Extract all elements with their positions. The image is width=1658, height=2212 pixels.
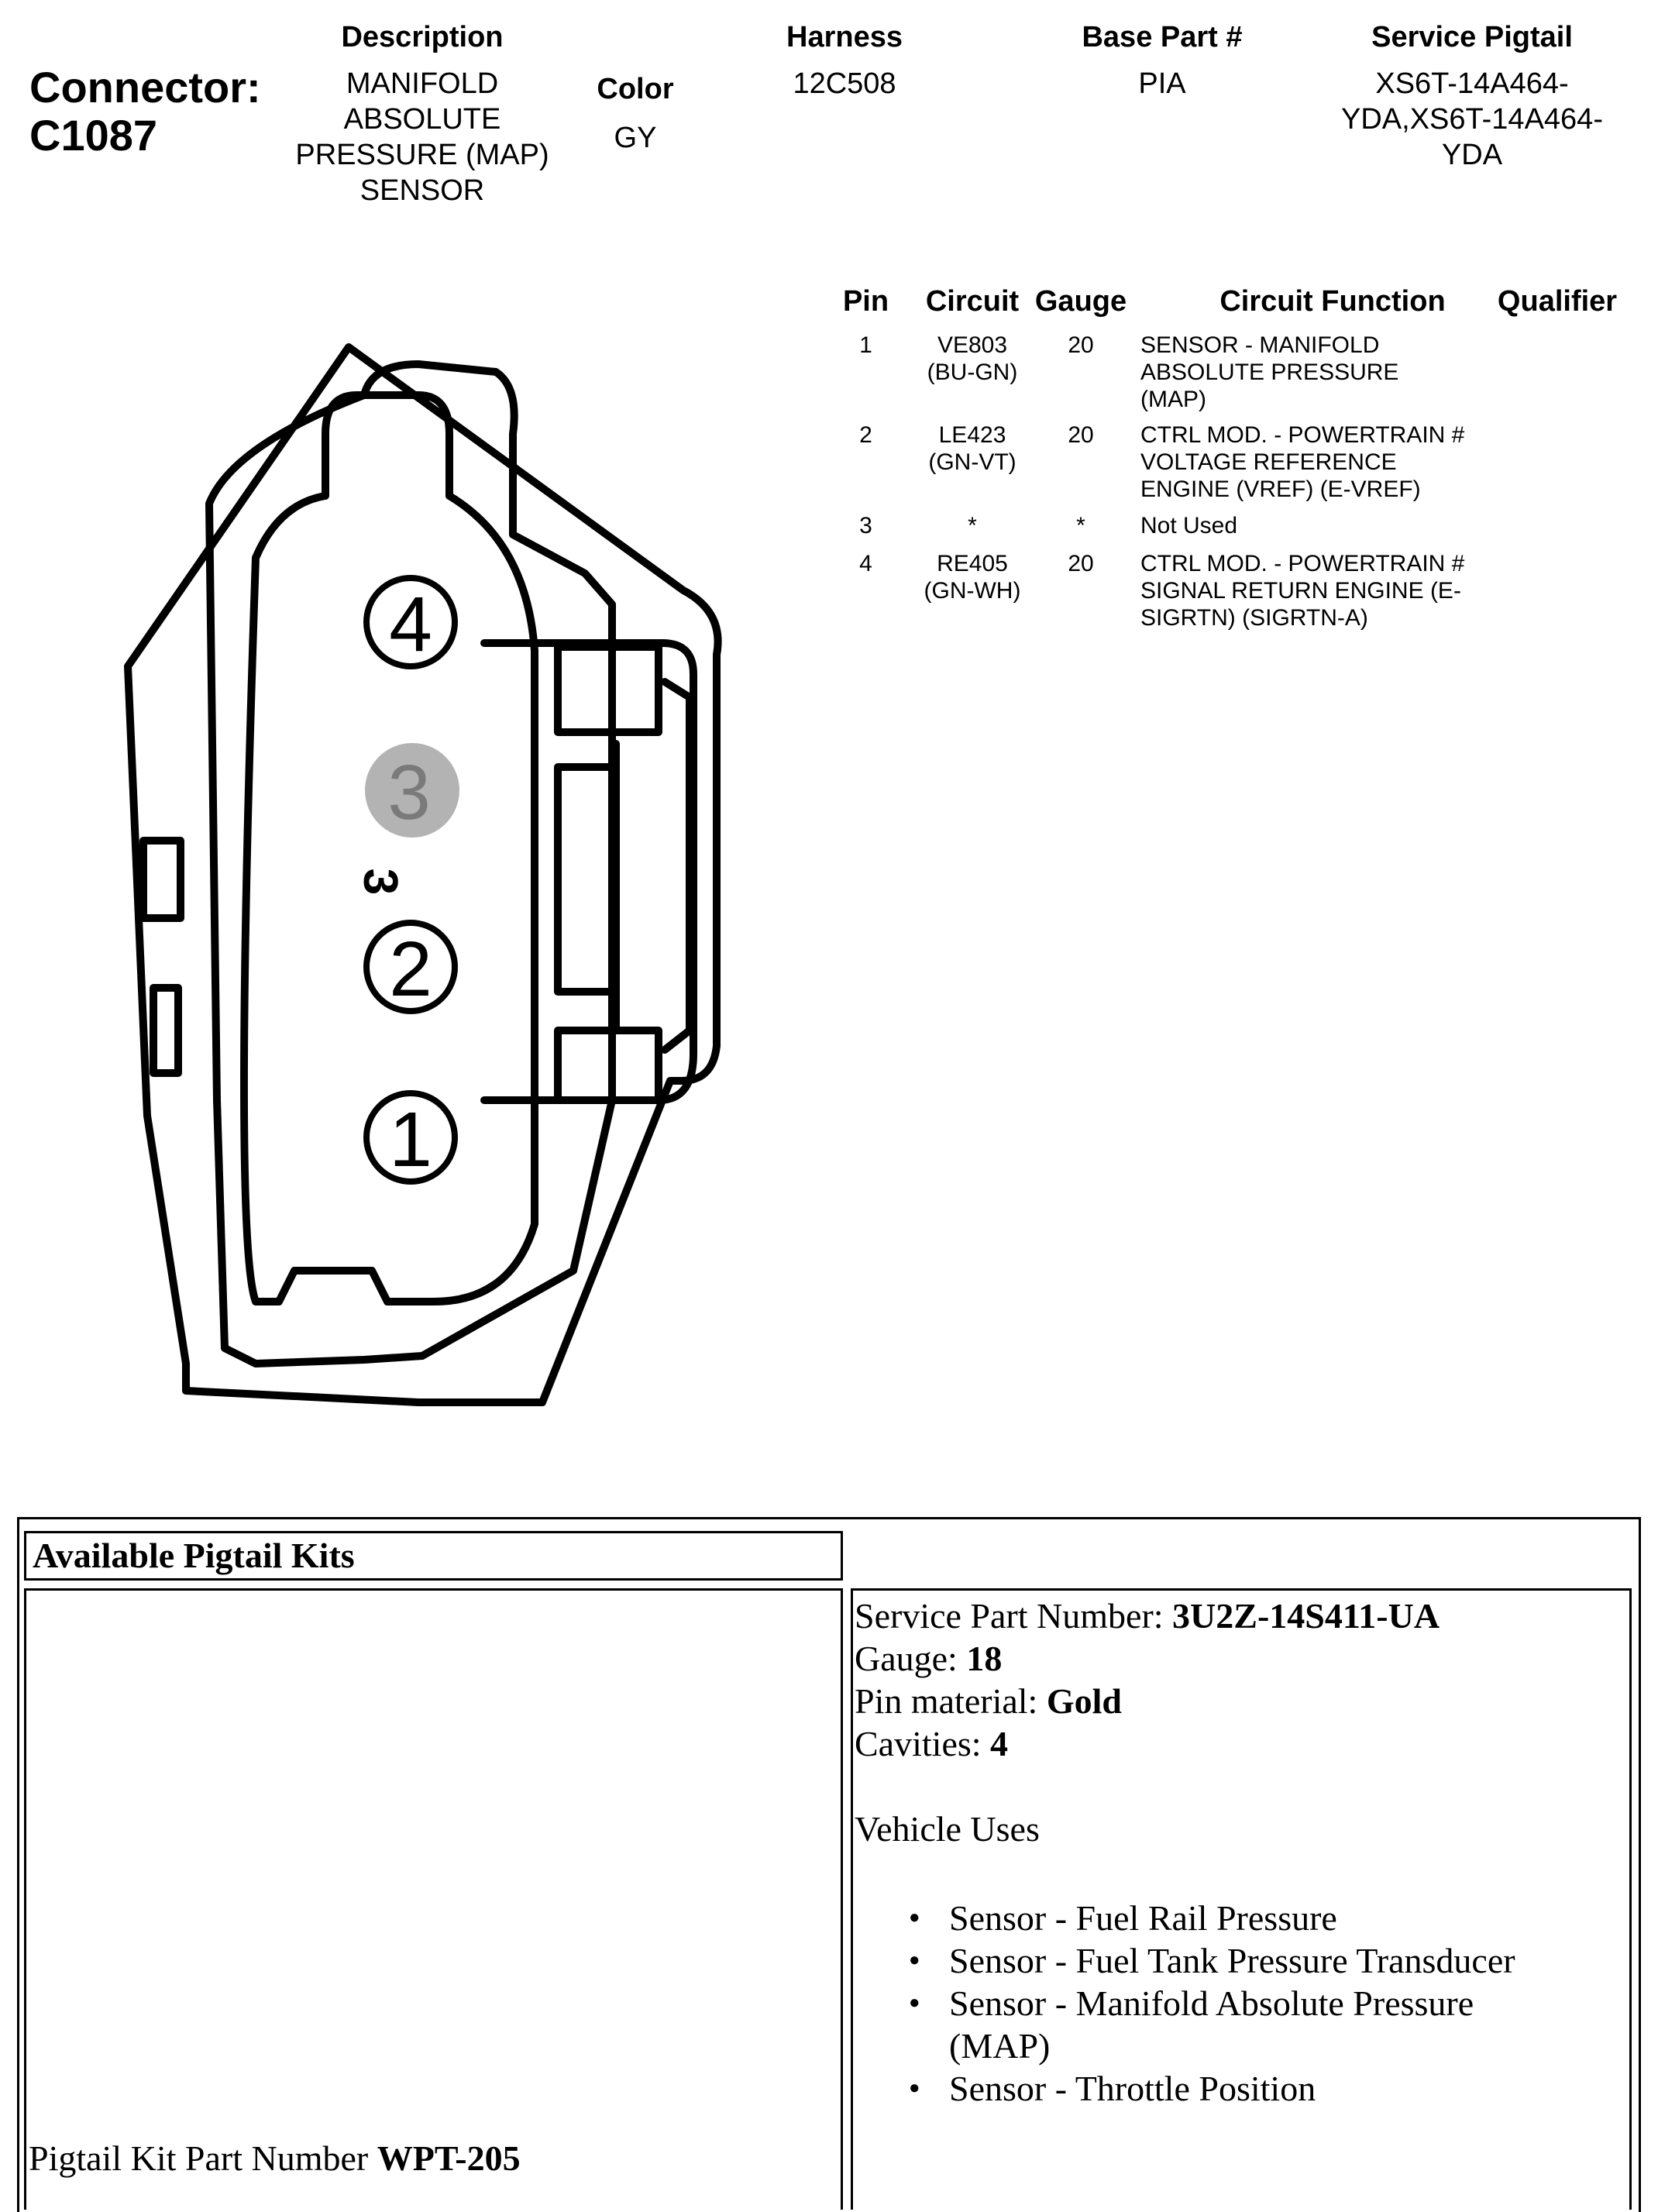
kit-cavities [855, 1722, 1622, 1765]
row-pin: 4 [859, 551, 872, 576]
vehicle-uses-label: Vehicle Uses [855, 1809, 1040, 1849]
base-part-label: Base Part # [1082, 21, 1243, 53]
row-function: CTRL MOD. - POWERTRAIN # SIGNAL RETURN ENGINE (E- SIGRTN) (SIGRTN-A) [1140, 551, 1465, 631]
row-circuit: LE423 (GN-VT) [928, 422, 1016, 475]
row-function: SENSOR - MANIFOLD ABSOLUTE PRESSURE (MAP) [1140, 332, 1399, 412]
pin-3-not-used [365, 743, 459, 838]
pin-2 [366, 923, 455, 1013]
harness-label: Harness [786, 21, 903, 53]
list-item: ● Sensor - Fuel Tank Pressure Transducer [949, 1939, 1622, 1982]
description-value: MANIFOLD ABSOLUTE PRESSURE (MAP) SENSOR [295, 67, 549, 207]
pin-2-label: 2 [389, 926, 432, 1013]
row-circuit: * [968, 513, 977, 538]
function-col-header: Circuit Function [1219, 285, 1446, 318]
row-pin: 2 [859, 422, 872, 448]
pin-col-header: Pin [842, 285, 889, 318]
kit-pin-material-label: Pin material: [855, 1681, 1047, 1721]
list-item: ● Sensor - Manifold Absolute Pressure (MAP) [949, 1982, 1622, 2067]
row-circuit: VE803 (BU-GN) [927, 332, 1018, 385]
row-function: Not Used [1140, 513, 1238, 538]
pin-4 [366, 578, 455, 668]
gauge-col-header: Gauge [1034, 285, 1127, 318]
pin-1-label: 1 [389, 1096, 432, 1183]
service-part-number [855, 1594, 1622, 1637]
harness-value: 12C508 [793, 67, 896, 100]
kit-cavities-label: Cavities: [855, 1724, 991, 1763]
kit-gauge [855, 1637, 1622, 1680]
kit-gauge-label: Gauge: [855, 1639, 967, 1678]
base-part-value: PIA [1138, 67, 1186, 100]
pigtail-kit-left-cell [24, 1588, 843, 2210]
latch-slot-middle [558, 767, 616, 992]
row-circuit: RE405 (GN-WH) [924, 551, 1021, 604]
kit-pin-material-value: Gold [1046, 1681, 1122, 1721]
pigtail-kit-header: Available Pigtail Kits [24, 1531, 843, 1581]
row-pin: 1 [859, 332, 872, 358]
list-item: ● Sensor - Throttle Position [949, 2067, 1622, 2110]
pin-4-label: 4 [389, 581, 432, 668]
list-item: ● Sensor - Fuel Rail Pressure [949, 1897, 1622, 1939]
color-value: GY [614, 122, 657, 154]
qualifier-col-header: Qualifier [1497, 285, 1618, 318]
pigtail-kit-part-number [29, 2137, 521, 2179]
color-label: Color [597, 73, 674, 105]
kit-part-value: WPT-205 [377, 2138, 521, 2178]
pin-3-label: 3 [387, 749, 431, 836]
connector-face-diagram [0, 0, 775, 1472]
housing-inner-wall [209, 364, 612, 1364]
row-gauge: 20 [1068, 422, 1094, 448]
service-part-value: 3U2Z-14S411-UA [1172, 1596, 1440, 1636]
service-pigtail-value: XS6T-14A464- YDA,XS6T-14A464- YDA [1341, 67, 1603, 171]
connector-label: Connector: [29, 63, 261, 112]
side-tab-upper [143, 841, 181, 918]
row-gauge: 20 [1068, 332, 1094, 358]
side-tab-lower [153, 988, 178, 1073]
kit-part-label: Pigtail Kit Part Number [29, 2138, 377, 2178]
row-function: CTRL MOD. - POWERTRAIN # VOLTAGE REFERENCE ENGINE (VREF) (E-VREF) [1140, 422, 1465, 502]
row-gauge: * [1076, 513, 1085, 538]
pigtail-kit-details [855, 1594, 1622, 2110]
kit-gauge-value: 18 [966, 1639, 1003, 1678]
service-pigtail-label: Service Pigtail [1371, 21, 1573, 53]
pin-1 [366, 1093, 455, 1183]
connector-id: C1087 [29, 111, 158, 160]
pin-table [829, 285, 1650, 642]
kit-pin-material [855, 1680, 1622, 1722]
kit-cavities-value: 4 [990, 1724, 1009, 1763]
row-pin: 3 [859, 513, 872, 538]
row-gauge: 20 [1068, 551, 1094, 576]
service-part-label: Service Part Number: [855, 1596, 1173, 1636]
description-label: Description [341, 21, 504, 53]
cavity-marker: 3 [353, 868, 407, 896]
vehicle-uses-list [855, 1897, 1622, 2110]
circuit-col-header: Circuit [925, 285, 1020, 318]
